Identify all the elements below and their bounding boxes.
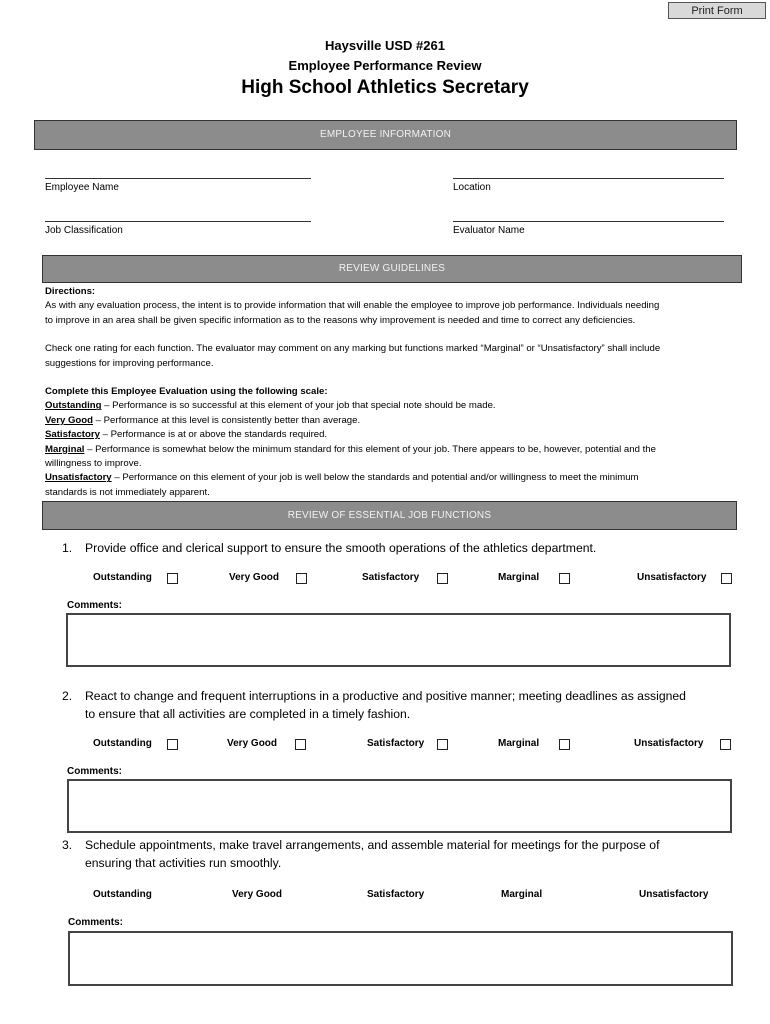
rating-label-very-good: Very Good xyxy=(227,738,278,749)
scale-unsatisfactory xyxy=(45,471,735,485)
very-good-checkbox[interactable] xyxy=(296,573,307,584)
directions-text: As with any evaluation process, the intent is to provide information that will enable the employee to improve job performance. Individuals needing xyxy=(45,300,660,312)
function-number: 1. xyxy=(62,541,73,555)
comments-label: Comments: xyxy=(68,917,124,928)
scale-marginal xyxy=(45,443,735,457)
outstanding-checkbox[interactable] xyxy=(167,739,178,750)
rating-label-marginal: Marginal xyxy=(498,738,540,749)
scale-definition: standards is not immediately apparent. xyxy=(45,486,210,498)
rating-label-outstanding: Outstanding xyxy=(93,738,152,749)
job-classification-label: Job Classification xyxy=(45,225,123,236)
rating-label-very-good: Very Good xyxy=(232,889,283,900)
scale-term: Marginal xyxy=(45,443,85,455)
scale-definition: willingness to improve. xyxy=(45,458,142,470)
rating-label-outstanding: Outstanding xyxy=(93,572,152,583)
scale-term: Very Good xyxy=(45,414,93,426)
scale-definition: – Performance at this level is consistently better than average. xyxy=(92,414,361,426)
function-number: 2. xyxy=(62,689,73,703)
scale-definition: – Performance is at or above the standards required. xyxy=(99,429,328,441)
scale-term: Outstanding xyxy=(45,400,102,412)
location-label: Location xyxy=(453,182,491,193)
directions-title: Directions: xyxy=(45,286,96,297)
directions-text: Check one rating for each function. The evaluator may comment on any marking but functions marked “Marginal” or “Unsatisfactory” shall include xyxy=(45,343,661,355)
print-form-button[interactable]: Print Form xyxy=(668,2,766,19)
directions-text: to improve in an area shall be given specific information as to the reasons why improvement is needed and time to correct any deficiencies. xyxy=(45,314,636,326)
directions-block xyxy=(45,285,735,500)
scale-outstanding xyxy=(45,399,735,413)
evaluator-name-label: Evaluator Name xyxy=(453,225,525,236)
marginal-checkbox[interactable] xyxy=(559,739,570,750)
function-text-line: Schedule appointments, make travel arrangements, and assemble material for meetings for the purpose of xyxy=(85,838,660,852)
satisfactory-checkbox[interactable] xyxy=(437,739,448,750)
district-title: Haysville USD #261 xyxy=(325,38,445,53)
position-title: High School Athletics Secretary xyxy=(241,77,529,98)
comments-box[interactable] xyxy=(67,779,732,833)
essential-functions-header: REVIEW OF ESSENTIAL JOB FUNCTIONS xyxy=(42,501,737,530)
function-item xyxy=(62,540,742,558)
rating-label-outstanding: Outstanding xyxy=(93,889,152,900)
comments-label: Comments: xyxy=(67,600,123,611)
rating-label-very-good: Very Good xyxy=(229,572,280,583)
unsatisfactory-checkbox[interactable] xyxy=(720,739,731,750)
scale-satisfactory xyxy=(45,428,735,442)
review-type-title: Employee Performance Review xyxy=(288,58,482,73)
scale-very-good xyxy=(45,414,735,428)
rating-label-satisfactory: Satisfactory xyxy=(367,738,425,749)
rating-label-satisfactory: Satisfactory xyxy=(367,889,425,900)
outstanding-checkbox[interactable] xyxy=(167,573,178,584)
employee-name-field[interactable] xyxy=(45,178,311,179)
evaluator-name-field[interactable] xyxy=(453,221,724,222)
rating-label-unsatisfactory: Unsatisfactory xyxy=(639,889,709,900)
very-good-checkbox[interactable] xyxy=(295,739,306,750)
function-text-line: React to change and frequent interruptions in a productive and positive manner; meeting deadlines as assigned xyxy=(85,689,686,703)
job-classification-field[interactable] xyxy=(45,221,311,222)
scale-definition: – Performance on this element of your job is well below the standards and potential and/or willingness to meet the minimum xyxy=(111,472,639,484)
unsatisfactory-checkbox[interactable] xyxy=(721,573,732,584)
function-text xyxy=(85,837,725,872)
rating-label-marginal: Marginal xyxy=(498,572,540,583)
comments-box[interactable] xyxy=(68,931,733,986)
scale-definition: – Performance is somewhat below the minimum standard for this element of your job. There appears to be, however, potential and the xyxy=(84,443,656,455)
scale-definition: – Performance is so successful at this element of your job that special note should be made. xyxy=(101,400,496,412)
function-text-line: to ensure that all activities are completed in a timely fashion. xyxy=(85,706,411,721)
rating-label-marginal: Marginal xyxy=(501,889,543,900)
function-item xyxy=(62,688,742,723)
scale-title: Complete this Employee Evaluation using the following scale: xyxy=(45,386,328,398)
function-text-line: ensuring that activities run smoothly. xyxy=(85,855,282,870)
function-item xyxy=(62,837,742,872)
rating-label-unsatisfactory: Unsatisfactory xyxy=(637,572,707,583)
scale-term: Satisfactory xyxy=(45,429,100,441)
rating-label-satisfactory: Satisfactory xyxy=(362,572,420,583)
function-text: Provide office and clerical support to ensure the smooth operations of the athletics department. xyxy=(85,541,597,555)
function-number: 3. xyxy=(62,838,73,852)
function-text xyxy=(85,688,725,723)
review-guidelines-header: REVIEW GUIDELINES xyxy=(42,255,742,283)
marginal-checkbox[interactable] xyxy=(559,573,570,584)
directions-text: suggestions for improving performance. xyxy=(45,357,214,369)
satisfactory-checkbox[interactable] xyxy=(437,573,448,584)
employee-name-label: Employee Name xyxy=(45,182,119,193)
comments-box[interactable] xyxy=(66,613,731,667)
location-field[interactable] xyxy=(453,178,724,179)
rating-label-unsatisfactory: Unsatisfactory xyxy=(634,738,704,749)
employee-information-header: EMPLOYEE INFORMATION xyxy=(34,120,737,150)
comments-label: Comments: xyxy=(67,766,123,777)
scale-term: Unsatisfactory xyxy=(45,472,112,484)
